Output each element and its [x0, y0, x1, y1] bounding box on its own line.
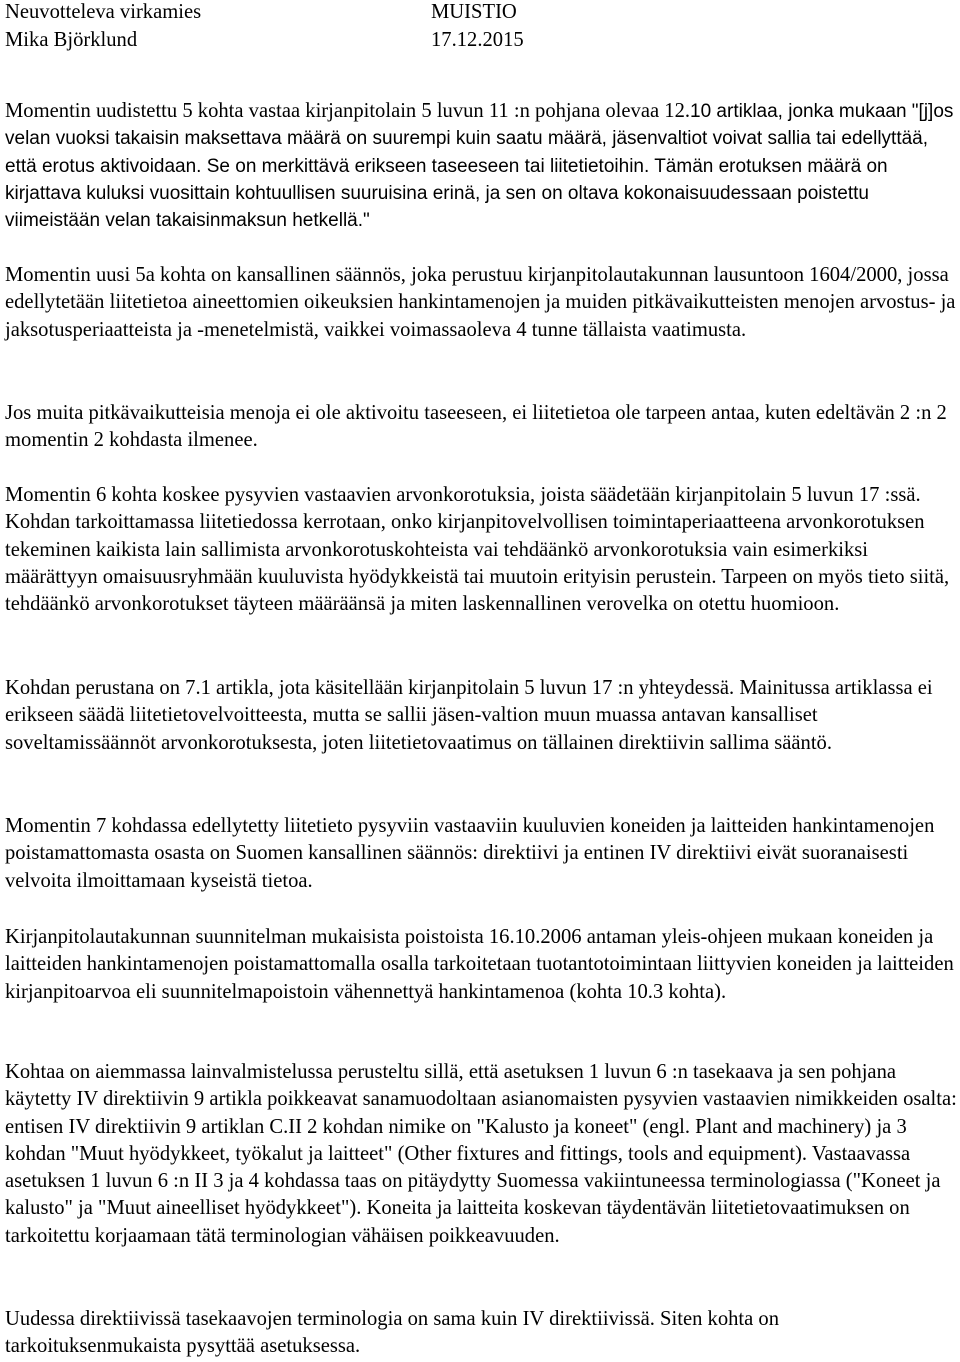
paragraph-6	[5, 813, 960, 895]
p1-text-b: :n pohjana olevaa 12.	[513, 100, 691, 122]
paragraph-2	[5, 262, 960, 344]
p2-text-a: Momentin uusi 5a kohta on kansallinen säännös, joka perustuu kirjanpitolautakunnan lausuntoon 1604/2000, jossa edellytetään liitetietoa aineettomien oikeuksien hankintamenojen ja muiden pitkävaikutteisten menojen arvostus- ja jaksotusperiaatteista ja -menetelmistä, vaikkei voimassaoleva 4	[5, 264, 956, 341]
p5-text-b: :n yhteydessä. Mainitussa artiklassa ei erikseen säädä liitetietovelvoitteesta, mutta se sallii jäsen-valtion muun muassa antavan kansalliset soveltamissäännöt arvonkorotuksesta, joten liitetietovaatimus on tällainen direktiivin sallima sääntö.	[5, 677, 933, 754]
paragraph-9	[5, 1306, 960, 1361]
paragraph-3	[5, 400, 960, 455]
p8-text-c: :n II 3 ja 4 kohdassa taas on pitäydytty Suomessa vakiintuneessa terminologiassa ("Koneet ja kalusto" ja "Muut aineelliset hyödykkeet"). Koneita ja laitteita koskevan täydentävän liitetietovaatimuksen on tarkoitettu korjaamaan tätä terminologian vähäisen poikkeavuuden.	[5, 1170, 941, 1247]
p7-text-a: Kirjanpitolautakunnan suunnitelman mukaisista poistoista 16.10.2006 antaman yleis-ohjeen mukaan koneiden ja laitteiden hankintamenojen poistamattomalla osalla tarkoitetaan tuotantotoimintaan liittyvien koneiden ja laitteiden kirjanpitoarvoa eli suunnitelmapoistoin vähennettyä hankintamenoa (kohta 10.3 kohta).	[5, 926, 954, 1003]
p3-text-b: :n 2 momentin 2 kohdasta ilmenee.	[5, 402, 947, 452]
header-organization: Neuvotteleva virkamies	[5, 1, 202, 23]
paragraph-8	[5, 1059, 960, 1250]
p2-text-b: tunne tällaista vaatimusta.	[531, 318, 747, 341]
paragraph-1	[5, 98, 960, 234]
p1-text-d: Tämän erotuksen määrä on kirjattava kuluksi vuosittain kohtuullisen suuruisina erinä, ja sen on oltava kokonaisuudessaan poistettu viimeistään velan takaisinmaksun hetkellä."	[5, 155, 888, 232]
p6-text-a: Momentin 7 kohdassa edellytetty liitetieto pysyviin vastaaviin kuuluvien koneiden ja laitteiden hankintamenojen poistamattomasta osasta on Suomen kansallinen säännös: direktiivi ja entinen IV direktiivi eivät suoranaisesti velvoita ilmoittamaan kyseistä tietoa.	[5, 815, 935, 892]
p3-text-a: Jos muita pitkävaikutteisia menoja ei ole aktivoitu taseeseen, ei liitetietoa ole tarpeen antaa, kuten edeltävän 2	[5, 402, 916, 424]
p4-text-b: :ssä. Kohdan tarkoittamassa liitetiedossa kerrotaan, onko kirjanpitovelvollisen toimintaperiaatteena arvonkorotuksen tekeminen kaikista lain sallimista arvonkorotuskohteista vai tehdäänkö arvonkorotuksia vain esimerkiksi määrättyyn omaisuusryhmään kuuluvista hyödykkeistä tai muutoin erityisin perustein. Tarpeen on myös tieto siitä, tehdäänkö arvonkorotukset täyteen määräänsä ja miten laskennallinen verovelka on otettu huomioon.	[5, 484, 950, 616]
p9-text-a: Uudessa direktiivissä tasekaavojen terminologia on sama kuin IV direktiivissä. Siten kohta on tarkoituksenmukaista pysyttää asetuksessa.	[5, 1308, 780, 1358]
header-author: Mika Björklund	[5, 29, 138, 51]
p1-text-a: Momentin uudistettu 5 kohta vastaa kirjanpitolain 5 luvun 11	[5, 100, 514, 122]
p5-text-a: Kohdan perustana on 7.1 artikla, jota käsitellään kirjanpitolain 5 luvun 17	[5, 677, 618, 699]
paragraph-7	[5, 924, 960, 1006]
paragraph-4	[5, 482, 960, 618]
p1-text-c: 10 artiklaa, jonka mukaan "[j]os velan vuoksi takaisin maksettava määrä on suurempi kuin saatu määrä, jäsenvaltiot voivat sallia tai edellyttää, että erotus aktivoidaan. Se on merkittävä erikseen taseeseen tai liitetietoihin.	[5, 101, 954, 177]
memo-header	[5, 0, 905, 55]
header-date: 17.12.2015	[431, 29, 524, 51]
p8-text-b: :n tasekaava ja sen pohjana käytetty IV direktiivin 9 artikla poikkeavat sanamuodoltaan asianomaisten pysyvien vastaavien nimikkeiden osalta: entisen IV direktiivin 9 artiklan C.II 2 kohdan nimike on "Kalusto ja koneet" (engl. Plant and machinery) ja 3 kohdan "Muut hyödykkeet, työkalut ja laitteet" (Other fixtures and fittings, tools and equipment). Vastaavassa asetuksen 1 luvun 6	[5, 1061, 957, 1193]
p4-text-a: Momentin 6 kohta koskee pysyvien vastaavien arvonkorotuksia, joista säädetään kirjanpitolain 5 luvun 17	[5, 484, 885, 506]
header-doc-type: MUISTIO	[431, 1, 517, 23]
p8-text-a: Kohtaa on aiemmassa lainvalmistelussa perusteltu sillä, että asetuksen 1 luvun 6	[5, 1061, 672, 1083]
paragraph-5	[5, 675, 960, 757]
